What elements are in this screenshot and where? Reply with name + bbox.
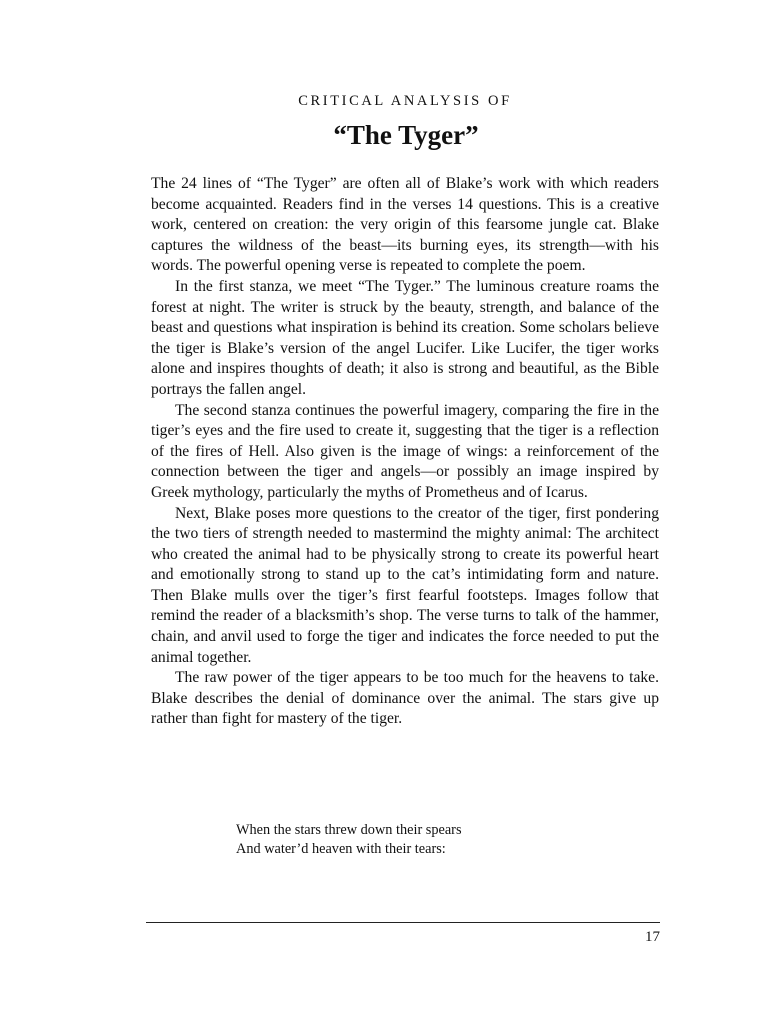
verse-line: And water’d heaven with their tears: (236, 841, 446, 858)
paragraph-creator-questions: Next, Blake poses more questions to the creator of the tiger, first pondering the two tiers of strength needed to mastermind the mighty animal: The architect who created the animal had to be physically strong to create its powerful heart and emotionally strong to stand up to the cat’s intimidating form and nature. Then Blake mulls over the tiger’s first fearful footsteps. Images follow that remind the reader of a blacksmith’s shop. The verse turns to talk of the hammer, chain, and anvil used to forge the tiger and indicates the force needed to put the animal together. (151, 504, 659, 666)
paragraph-intro: The 24 lines of “The Tyger” are often all of Blake’s work with which readers become acquainted. Readers find in the verses 14 questions. This is a creative work, centered on creation: the very origin of this fearsome jungle cat. Blake captures the wildness of the beast—its burning eyes, its strength—with his words. The powerful opening verse is repeated to complete the poem. (151, 175, 659, 275)
section-kicker: CRITICAL ANALYSIS OF (298, 93, 512, 109)
page-title: “The Tyger” (333, 120, 479, 150)
verse-quote (236, 821, 462, 860)
paragraph-first-stanza: In the first stanza, we meet “The Tyger.” The luminous creature roams the forest at night. The writer is struck by the beauty, strength, and balance of the beast and questions what inspiration is behind its creation. Some scholars believe the tiger is Blake’s version of the angel Lucifer. Like Lucifer, the tiger works alone and inspires thoughts of death; it also is strong and beautiful, as the Bible portrays the fallen angel. (151, 277, 659, 398)
page-number: 17 (645, 929, 660, 945)
footer-rule (146, 922, 660, 923)
verse-line: When the stars threw down their spears (236, 822, 462, 838)
body-text (151, 174, 659, 730)
paragraph-heavens: The raw power of the tiger appears to be too much for the heavens to take. Blake describes the denial of dominance over the animal. The stars give up rather than fight for mastery of the tiger. (151, 669, 659, 728)
paragraph-second-stanza: The second stanza continues the powerful imagery, comparing the fire in the tiger’s eyes and the fire used to create it, suggesting that the tiger is a reflection of the fires of Hell. Also given is the image of wings: a reinforcement of the connection between the tiger and angels—or possibly an image inspired by Greek mythology, particularly the myths of Prometheus and of Icarus. (151, 401, 659, 501)
